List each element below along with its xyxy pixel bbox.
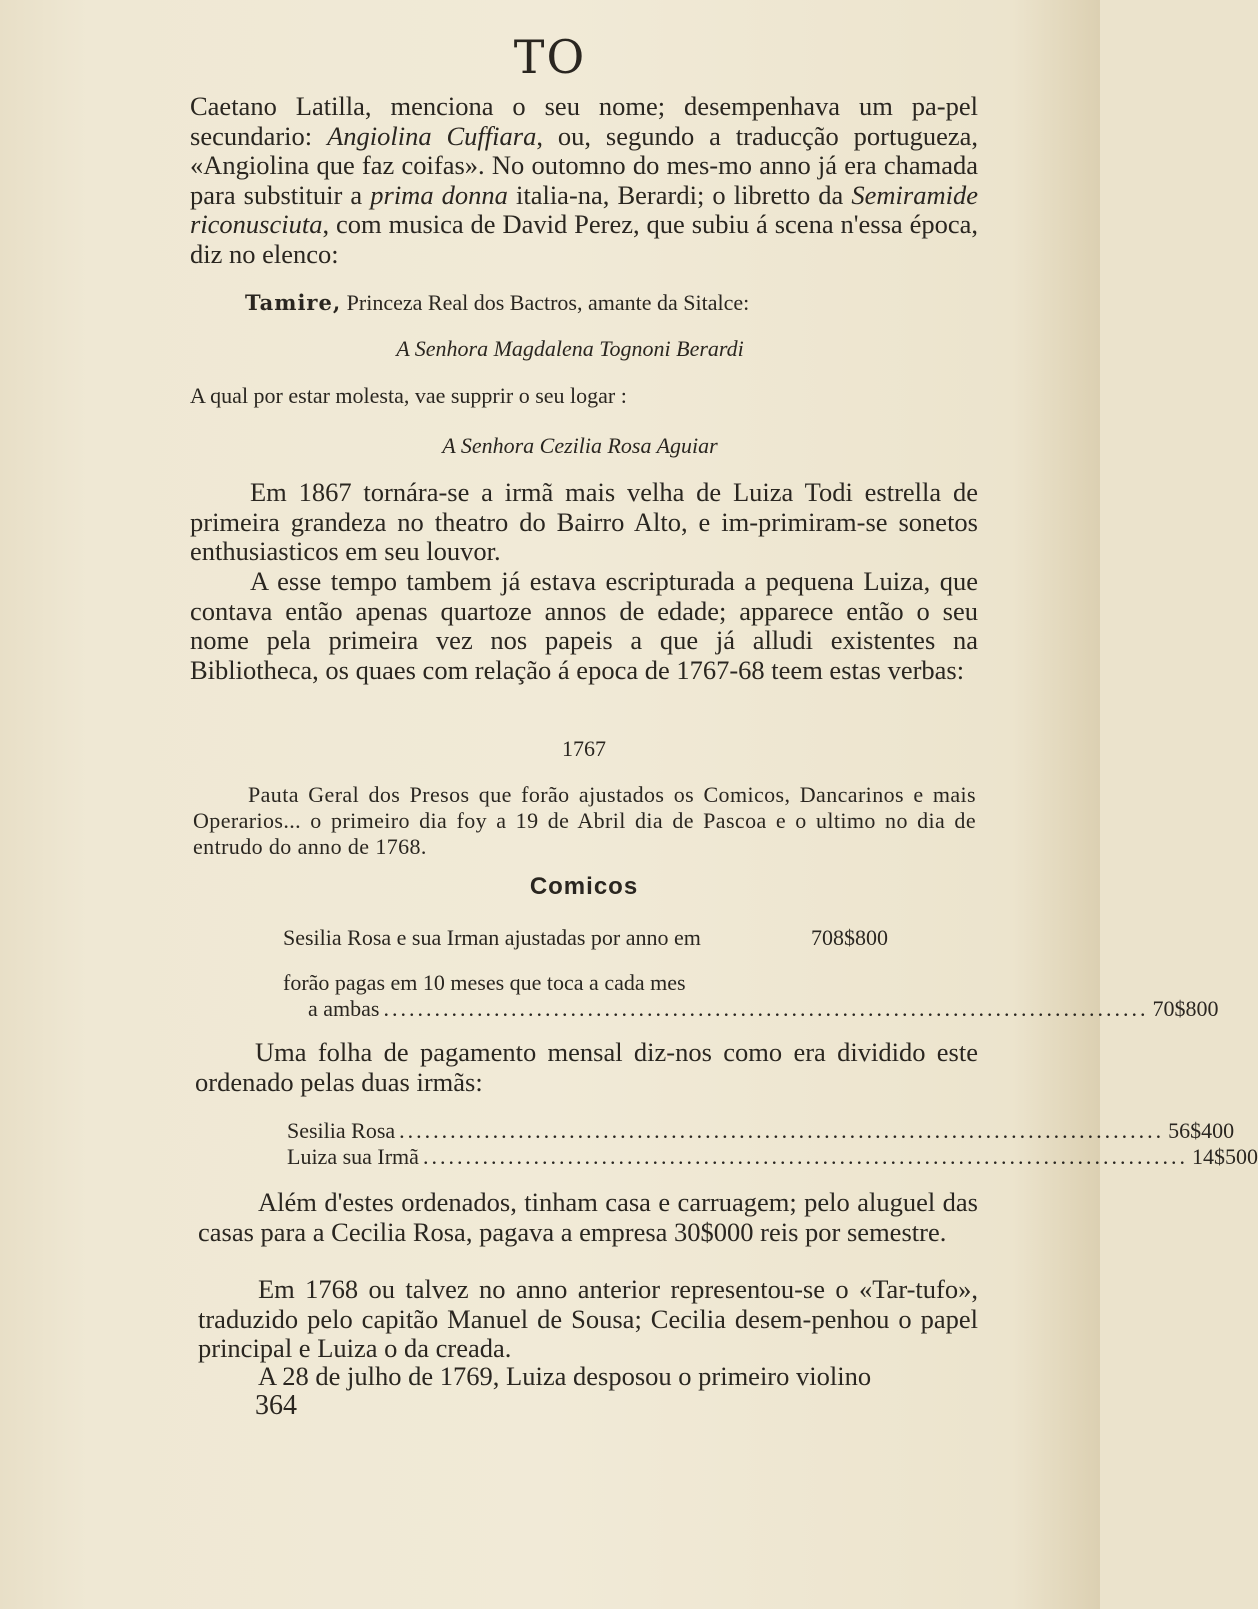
pay-amount: 14$500 bbox=[1191, 1144, 1258, 1169]
italic-term: prima donna bbox=[370, 179, 508, 210]
role-name: Tamire, bbox=[245, 290, 342, 315]
pay-amount: 56$400 bbox=[1168, 1118, 1235, 1143]
paragraph-7: A 28 de julho de 1769, Luiza desposou o primeiro violino bbox=[258, 1361, 872, 1391]
running-head: TO bbox=[513, 30, 587, 84]
pay-row bbox=[287, 1144, 1258, 1170]
singer-2 bbox=[190, 433, 970, 459]
ledger-line-2 bbox=[283, 970, 1219, 1022]
ledger-label: a ambas bbox=[308, 996, 380, 1021]
paragraph-1 bbox=[190, 92, 978, 270]
substitute-note: A qual por estar molesta, vae supprir o seu logar : bbox=[190, 383, 627, 408]
pay-label: Sesilia Rosa bbox=[287, 1118, 396, 1143]
paragraph-3: A esse tempo tambem já estava escripturada a pequena Luiza, que contava então apenas quartoze annos de edade; apparece então o seu nome pela primeira vez nos papeis a que já alludi existentes na Bibliotheca, os quaes com relação á epoca de 1767-68 teem estas verbas: bbox=[190, 566, 978, 685]
singer-name: A Senhora Magdalena Tognoni Berardi bbox=[396, 336, 744, 361]
paragraph-2: Em 1867 tornára-se a irmã mais velha de Luiza Todi estrella de primeira grandeza no theatro do Bairro Alto, e im-primiram-se sonetos enthusiasticos em seu louvor. bbox=[190, 477, 978, 567]
role-description: Princeza Real dos Bactros, amante da Sitalce: bbox=[341, 290, 750, 315]
text-span: Caetano Latilla, menciona o seu nome; desempenhava um pa-pel secundario: bbox=[190, 91, 978, 151]
page-number: 364 bbox=[255, 1390, 297, 1421]
pay-label: Luiza sua Irmã bbox=[287, 1144, 419, 1169]
role-line bbox=[245, 290, 945, 316]
paragraph-6: Em 1768 ou talvez no anno anterior representou-se o «Tar-tufo», traduzido pelo capitão Manuel de Sousa; Cecilia desem-penhou o papel principal e Luiza o da creada. bbox=[198, 1274, 978, 1364]
leader-dots: .......................................................................................... bbox=[422, 1144, 1188, 1169]
paragraph-4: Uma folha de pagamento mensal diz-nos como era dividido este ordenado pelas duas irmãs: bbox=[195, 1037, 978, 1097]
text-span: italia-na, Berardi; o libretto da bbox=[507, 179, 852, 210]
leader-dots: .......................................................................................... bbox=[383, 996, 1149, 1021]
ledger-amount: 708$800 bbox=[811, 925, 888, 950]
ledger-label: Sesilia Rosa e sua Irman ajustadas por anno em bbox=[283, 925, 701, 950]
paragraph-5: Além d'estes ordenados, tinham casa e carruagem; pelo aluguel das casas para a Cecilia Rosa, pagava a empresa 30$000 reis por semestre. bbox=[198, 1187, 978, 1247]
leader-dots: .......................................................................................... bbox=[399, 1118, 1165, 1143]
pay-table bbox=[287, 1118, 1258, 1170]
singer-1 bbox=[190, 336, 950, 362]
ledger-text: forão pagas em 10 meses que toca a cada mes bbox=[283, 970, 686, 995]
section-heading: Comicos bbox=[529, 873, 639, 900]
italic-title: Semiramide riconusciuta bbox=[190, 179, 978, 240]
year-heading: 1767 bbox=[562, 736, 606, 761]
ledger-line-1 bbox=[283, 925, 888, 951]
text-span: , com musica de David Perez, que subiu á scena n'essa época, diz no elenco: bbox=[190, 209, 978, 269]
text-span: , ou, segundo a traducção portugueza, «Angiolina que faz coifas». No outomno do mes-mo anno já era chamada para substituir a bbox=[190, 120, 979, 210]
quote-block: Pauta Geral dos Presos que forão ajustados os Comicos, Dancarinos e mais Operarios... o primeiro dia foy a 19 de Abril dia de Pascoa e o ultimo no dia de entrudo do anno de 1768. bbox=[193, 782, 976, 859]
singer-name: A Senhora Cezilia Rosa Aguiar bbox=[442, 433, 718, 458]
italic-title: Angiolina Cuffiara bbox=[327, 120, 537, 151]
ledger-amount: 70$800 bbox=[1152, 996, 1219, 1021]
pay-row bbox=[287, 1118, 1235, 1144]
